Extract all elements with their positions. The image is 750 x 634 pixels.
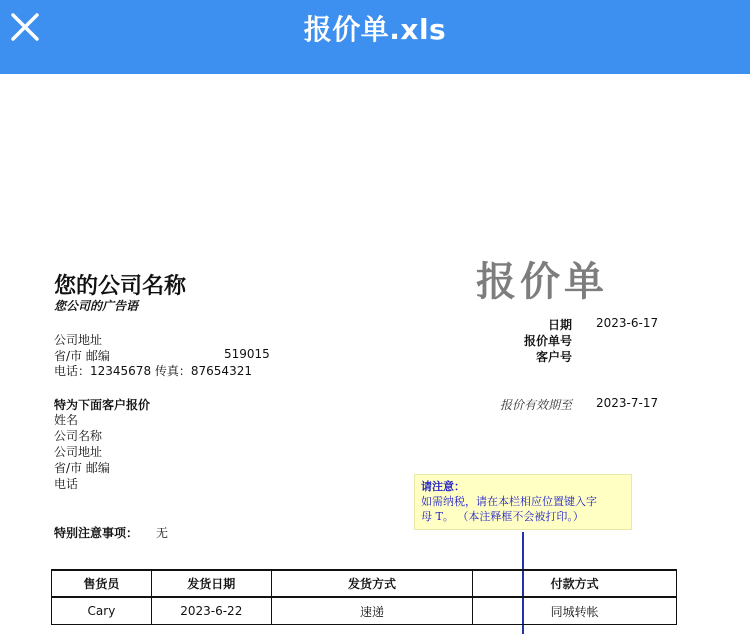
header-payment-method: 付款方式 (473, 570, 677, 597)
date-label: 日期 (547, 318, 572, 332)
postcode-value: 519015 (224, 347, 270, 361)
customer-phone-field: 电话 (54, 477, 79, 491)
document-big-title: 报价单 (476, 258, 608, 305)
province-city-label: 省/市 邮编 (54, 349, 110, 363)
comment-line-1: 如需纳税，请在本栏相应位置键入字 (421, 495, 597, 508)
quote-number-label: 报价单号 (523, 334, 572, 348)
company-slogan: 您公司的广告语 (54, 299, 139, 313)
file-title: 报价单.xls (303, 13, 447, 46)
spreadsheet-preview[interactable] (0, 74, 750, 634)
comment-box[interactable] (414, 474, 632, 530)
comment-line-2: 母 T。 （本注释框不会被打印。） (421, 510, 584, 523)
customer-name-field: 姓名 (54, 413, 79, 427)
table-header-row (52, 570, 677, 597)
cell-salesperson[interactable]: Cary (52, 597, 152, 625)
shipping-table (51, 569, 677, 625)
customer-number-label: 客户号 (535, 350, 572, 364)
customer-address-field: 公司地址 (54, 445, 103, 459)
header-ship-date: 发货日期 (151, 570, 271, 597)
top-bar (0, 0, 750, 74)
special-notes-value: 无 (156, 526, 169, 540)
table-row (52, 597, 677, 625)
comment-title: 请注意： (421, 480, 465, 493)
cell-ship-method[interactable]: 速递 (271, 597, 473, 625)
valid-until-label: 报价有效期至 (499, 398, 572, 412)
header-ship-method: 发货方式 (271, 570, 473, 597)
company-address-label: 公司地址 (54, 333, 103, 347)
phone-fax: 电话：12345678 传真：87654321 (54, 364, 252, 378)
header-salesperson: 售货员 (52, 570, 152, 597)
cell-ship-date[interactable]: 2023-6-22 (151, 597, 271, 625)
valid-until-value: 2023-7-17 (596, 396, 659, 410)
customer-province-field: 省/市 邮编 (54, 461, 110, 475)
cell-payment-method[interactable]: 同城转帐 (473, 597, 677, 625)
special-notes-label: 特别注意事项： (54, 526, 139, 540)
customer-company-field: 公司名称 (54, 429, 103, 443)
date-value: 2023-6-17 (596, 316, 659, 330)
company-name: 您的公司名称 (54, 274, 187, 299)
quote-for-label: 特为下面客户报价 (54, 398, 151, 412)
